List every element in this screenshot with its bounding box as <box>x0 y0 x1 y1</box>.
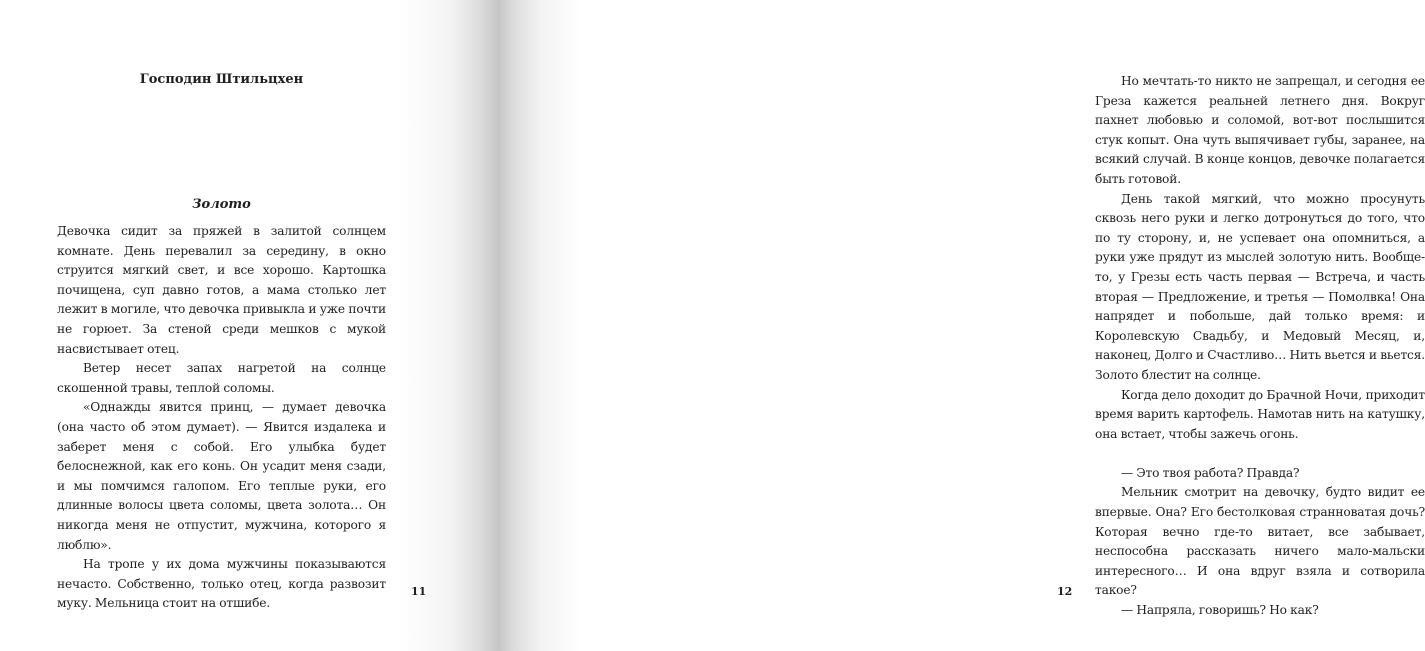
right-page <box>500 0 1425 651</box>
section-title: Золото <box>192 197 251 212</box>
paragraph: — Это твоя работа? Правда? <box>1121 465 1300 480</box>
paragraph: Мельник смотрит на девочку, будто видит ее впервые. Она? Его бестолковая странноватая дочь? Которая вечно где-то витает, все забывает, неспособна рассказать ничего мало-мальски интересного… И она вдруг взяла и сотворила такое? <box>1095 485 1425 598</box>
page-number: 12 <box>1057 585 1073 598</box>
right-page-text <box>1095 72 1425 621</box>
paragraph: День такой мягкий, что можно просунуть сквозь него руки и легко дотронуться до того, что по ту сторону, и, не успевает она опомниться, а руки уже прядут из мыслей золотую нить. Вообще-то, у Грезы есть часть первая — Встреча, и часть вторая — Предложение, и третья — Помолвка! Она напрядет и побольше, дай только время: и Королевскую Свадьбу, и Медовый Месяц, и, наконец, Долго и Счастливо… Нить вьется и вьется. Золото блестит на солнце. <box>1095 191 1425 382</box>
paragraph: «Однажды явится принц, — думает девочка (она часто об этом думает). — Явится издалека и заберет меня с собой. Его улыбка будет белоснежной, как его конь. Он усадит меня сзади, и мы помчимся галопом. Его теплые руки, его длинные волосы цвета соломы, цвета золота… Он никогда меня не отпустит, мужчина, которого я люблю». <box>57 400 386 552</box>
left-page <box>0 0 500 651</box>
paragraph: Но мечтать-то никто не запрещал, и сегодня ее Греза кажется реальней летнего дня. Вокруг пахнет любовью и соломой, вот-вот послышится стук копыт. Она чуть выпячивает губы, заранее, на всякий случай. В конце концов, девочке полагается быть готовой. <box>1095 74 1425 186</box>
paragraph: — Напряла, говоришь? Но как? <box>1121 603 1319 618</box>
paragraph: Когда дело доходит до Брачной Ночи, приходит время варить картофель. Намотав нить на катушку, она встает, чтобы зажечь огонь. <box>1095 387 1425 441</box>
left-page-text <box>57 222 386 614</box>
page-number: 11 <box>411 585 427 598</box>
paragraph: На тропе у их дома мужчины показываются нечасто. Собственно, только отец, когда развозит муку. Мельница стоит на отшибе. <box>57 557 386 611</box>
paragraph: Ветер несет запах нагретой на солнце скошенной травы, теплой соломы. <box>57 361 386 395</box>
running-head: Господин Штильцхен <box>139 72 304 87</box>
paragraph: Девочка сидит за пряжей в залитой солнцем комнате. День перевалил за середину, в окно струится мягкий свет, и все хорошо. Картошка почищена, суп давно готов, а мама столько лет лежит в могиле, что девочка привыкла и уже почти не горюет. За стеной среди мешков с мукой насвистывает отец. <box>57 224 386 356</box>
